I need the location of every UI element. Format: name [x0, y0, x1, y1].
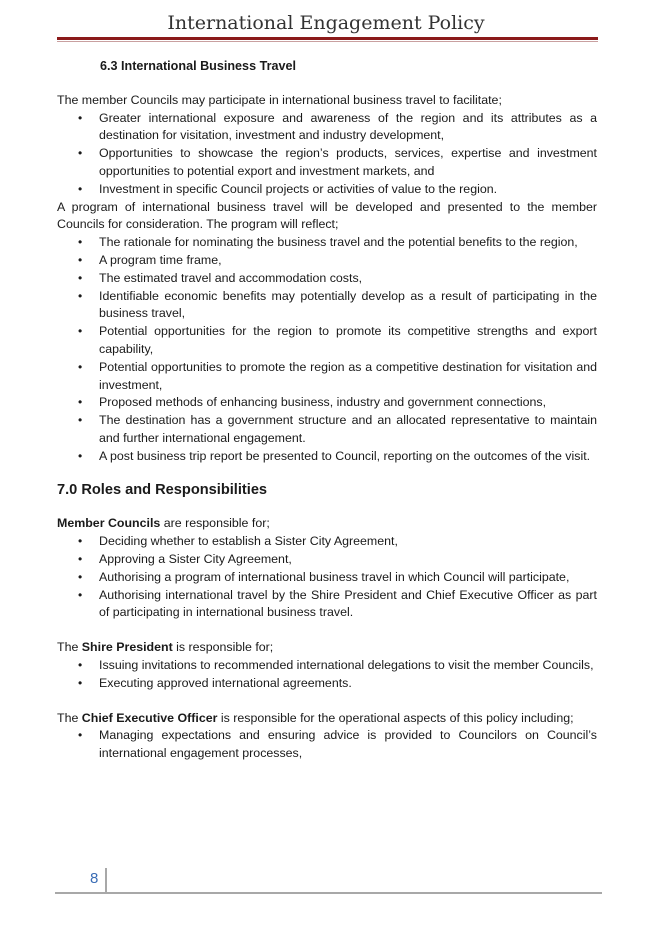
ceo-pre: The — [57, 710, 82, 725]
section-heading: 7.0 Roles and Responsibilities — [57, 481, 268, 498]
list-item-text: Proposed methods of enhancing business, industry and government connections, — [99, 395, 547, 410]
list-item — [57, 110, 597, 146]
bullet-list-ceo — [57, 727, 597, 763]
list-item — [57, 657, 597, 675]
bullet-list-facilitate — [57, 110, 597, 199]
list-item — [57, 675, 597, 693]
document-body — [57, 58, 597, 763]
bullet-list-shire-president — [57, 657, 597, 693]
ceo-text: is responsible for the operational aspects of this policy including; — [217, 710, 574, 725]
shire-president-text: is responsible for; — [172, 640, 274, 655]
list-item-text: A post business trip report be presented to Council, reporting on the outcomes of the visit. — [99, 448, 591, 463]
list-item — [57, 587, 597, 623]
bullet-icon: • — [78, 448, 83, 463]
list-item — [57, 181, 597, 199]
bullet-icon: • — [78, 587, 83, 602]
list-item — [57, 569, 597, 587]
list-item-text: Identifiable economic benefits may potentially develop as a result of participating in the business travel, — [99, 288, 597, 321]
list-item-text: Deciding whether to establish a Sister City Agreement, — [99, 534, 398, 549]
list-item-text: Opportunities to showcase the region’s products, services, expertise and investment opportunities to potential export and investment markets, and — [99, 146, 597, 178]
page-number: 8 — [90, 870, 99, 887]
bullet-icon: • — [78, 395, 83, 410]
list-item-text: Potential opportunities to promote the region as a competitive destination for visitation and investment, — [99, 359, 597, 392]
paragraph-program: A program of international business travel will be developed and presented to the member Councils for consideration. The program will reflect; — [57, 199, 597, 232]
member-councils-label: Member Councils — [57, 516, 161, 531]
header-rule-thin — [57, 41, 598, 42]
shire-president-label: Shire President — [81, 640, 173, 655]
paragraph-ceo — [57, 710, 597, 728]
bullet-icon: • — [78, 181, 83, 196]
bullet-icon: • — [78, 110, 83, 125]
ceo-label: Chief Executive Officer — [81, 710, 218, 725]
list-item — [57, 551, 597, 569]
list-item — [57, 533, 597, 551]
list-item-text: Potential opportunities for the region to promote its competitive strengths and export capability, — [99, 324, 597, 356]
bullet-icon: • — [78, 270, 83, 285]
bullet-icon: • — [78, 359, 83, 374]
list-item — [57, 727, 597, 763]
list-item — [57, 448, 597, 466]
list-item — [57, 145, 597, 181]
bullet-icon: • — [78, 235, 83, 250]
bullet-icon: • — [78, 413, 83, 428]
list-item-text: The rationale for nominating the business travel and the potential benefits to the region, — [99, 235, 578, 250]
bullet-list-member-councils — [57, 533, 597, 622]
list-item-text: Issuing invitations to recommended international delegations to visit the member Councils, — [99, 657, 594, 672]
paragraph-intro: The member Councils may participate in international business travel to facilitate; — [57, 92, 502, 107]
bullet-icon: • — [78, 569, 83, 584]
list-item-text: A program time frame, — [99, 252, 222, 267]
list-item-text: The destination has a government structure and an allocated representative to maintain and further international engagement. — [99, 413, 597, 445]
bullet-icon: • — [78, 728, 83, 743]
list-item — [57, 234, 597, 252]
page-number-bar — [105, 868, 107, 892]
list-item — [57, 288, 597, 324]
list-item-text: Managing expectations and ensuring advice is provided to Councilors on Council’s international engagement processes, — [99, 728, 597, 761]
bullet-icon: • — [78, 551, 83, 566]
list-item-text: Investment in specific Council projects or activities of value to the region. — [99, 181, 498, 196]
bullet-icon: • — [78, 675, 83, 690]
shire-president-pre: The — [57, 640, 82, 655]
bullet-icon: • — [78, 252, 83, 267]
member-councils-text: are responsible for; — [160, 516, 270, 531]
subsection-heading: 6.3 International Business Travel — [100, 59, 296, 73]
list-item-text: Executing approved international agreements. — [99, 675, 352, 690]
footer-rule — [55, 892, 602, 894]
list-item — [57, 323, 597, 359]
bullet-icon: • — [78, 146, 83, 161]
paragraph-shire-president — [57, 639, 597, 657]
bullet-icon: • — [78, 324, 83, 339]
list-item — [57, 252, 597, 270]
list-item-text: Greater international exposure and awareness of the region and its attributes as a destination for visitation, investment and industry development, — [99, 110, 597, 143]
bullet-list-program — [57, 234, 597, 465]
list-item — [57, 359, 597, 395]
header-rule — [57, 37, 598, 40]
list-item — [57, 412, 597, 448]
bullet-icon: • — [78, 288, 83, 303]
list-item — [57, 394, 597, 412]
page-header-title: International Engagement Policy — [167, 12, 485, 34]
bullet-icon: • — [78, 534, 83, 549]
list-item-text: The estimated travel and accommodation costs, — [99, 270, 363, 285]
list-item-text: Approving a Sister City Agreement, — [99, 551, 292, 566]
list-item-text: Authorising international travel by the Shire President and Chief Executive Officer as part of participating in international business travel. — [99, 587, 597, 620]
bullet-icon: • — [78, 657, 83, 672]
paragraph-member-councils — [57, 515, 597, 533]
list-item — [57, 270, 597, 288]
list-item-text: Authorising a program of international business travel in which Council will participate, — [99, 569, 570, 584]
